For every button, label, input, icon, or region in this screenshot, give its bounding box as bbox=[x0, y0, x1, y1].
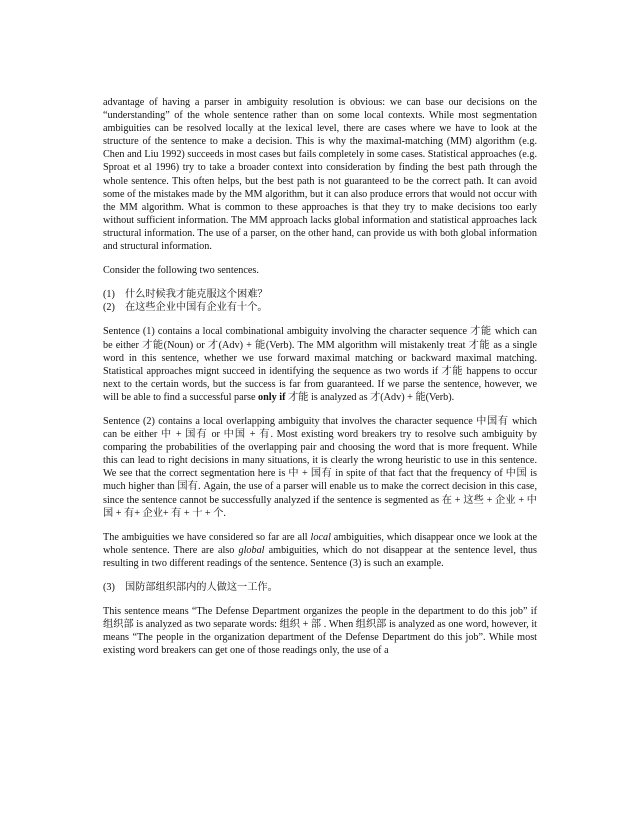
p3-bold-only-if: only if bbox=[258, 391, 286, 403]
example-3-number: (3) bbox=[103, 582, 115, 593]
example-1 bbox=[103, 288, 537, 301]
example-3 bbox=[103, 581, 537, 594]
p5-italic-global: global bbox=[238, 544, 265, 556]
p5-text-a: The ambiguities we have considered so far are all bbox=[103, 531, 311, 543]
example-list-1-2 bbox=[103, 288, 537, 314]
paragraph-global-ambiguity bbox=[103, 531, 537, 570]
paragraph-sentence-2-analysis: Sentence (2) contains a local overlapping ambiguity that involves the character sequence 中国有 which can be either 中 + 国有 or 中国 + 有. Most existing word breakers try to resolve such ambiguity by comparing the probabilities of the overlapping pair and choosing the word that is more frequent. While this can lead to right decisions in many situations, it is clearly the wrong heuristic to use in this sentence. We see that the correct segmentation here is 中 + 国有 in spite of that fact that the frequency of 中国 is much higher than 国有. Again, the use of a parser will enable us to make the correct decision in this case, since the sentence cannot be successfully analyzed if the sentence is segmented as 在 + 这些 + 企业 + 中国 + 有+ 企业+ 有 + 十 + 个. bbox=[103, 415, 537, 519]
p5-text-b: ambiguities, which disappear once we look at the whole sentence. There are also bbox=[103, 531, 537, 556]
example-3-text: 国防部组织部内的人做这一工作。 bbox=[125, 582, 278, 593]
paragraph-sentence-1-analysis bbox=[103, 325, 537, 404]
p5-text-c: ambiguities, which do not disappear at the sentence level, thus resulting in two different readings of the sentence. Sentence (3) is such an example. bbox=[103, 544, 537, 569]
example-1-number: (1) bbox=[103, 289, 115, 301]
p3-text-a: Sentence (1) contains a local combinational ambiguity involving the character sequence 才能 which can be either 才能(Noun) or 才(Adv) + 能(Verb). The MM algorithm will mistakenly treat 才能 as a single word in this sentence, whether we use forward maximal matching or backward maximal matching. Statistical approaches mignt succeed in identifying the sequence as two words if 才能 happens to occur next to the certain words, but the success is far from guaranteed. If we parse the sentence, however, we will be able to find a successful parse bbox=[103, 326, 537, 403]
example-1-text: 什么时候我才能克服这个困难？ bbox=[125, 289, 268, 301]
p3-text-b: 才能 is analyzed as 才(Adv) + 能(Verb). bbox=[285, 391, 455, 403]
paragraph-parser-advantage: advantage of having a parser in ambiguity resolution is obvious: we can base our decisions on the “understanding” of the whole sentence rather than on some local contexts. While most segmentation ambiguities can be resolved locally at the lexical level, there are cases where we have to look at the structure of the sentence to make a decision. This is why the maximal-matching (MM) algorithm (e.g. Chen and Liu 1992) succeeds in most cases but fails completely in some cases. Statistical approaches (e.g. Sproat et al 1996) try to take a broader context into consideration by finding the best path through the whole sentence. This often helps, but the best path is not guaranteed to be the correct path. It can avoid some of the mistakes made by the MM algorithm, but it can also produce errors that would not occur with the MM algorithm. What is common to these approaches is that they try to make decisions too early without sufficient information. The MM approach lacks global information and statistical approaches lack structural information. The use of a parser, on the other hand, can provide us with both global information and structural information. bbox=[103, 97, 537, 253]
example-2-number: (2) bbox=[103, 302, 115, 314]
paragraph-sentence-3-meaning: This sentence means “The Defense Department organizes the people in the department to do this job” if 组织部 is analyzed as two separate words: 组织 + 部 . When 组织部 is analyzed as one word, however, it means “The people in the organization department of the Defense Department do this job”. While most existing word breakers can get one of those readings only, the use of a bbox=[103, 606, 537, 657]
example-2-text: 在这些企业中国有企业有十个。 bbox=[125, 302, 268, 314]
example-2 bbox=[103, 301, 537, 314]
p5-italic-local: local bbox=[310, 531, 331, 543]
paragraph-consider-sentences: Consider the following two sentences. bbox=[103, 265, 259, 277]
example-list-3 bbox=[103, 581, 537, 594]
document-page bbox=[103, 96, 537, 668]
